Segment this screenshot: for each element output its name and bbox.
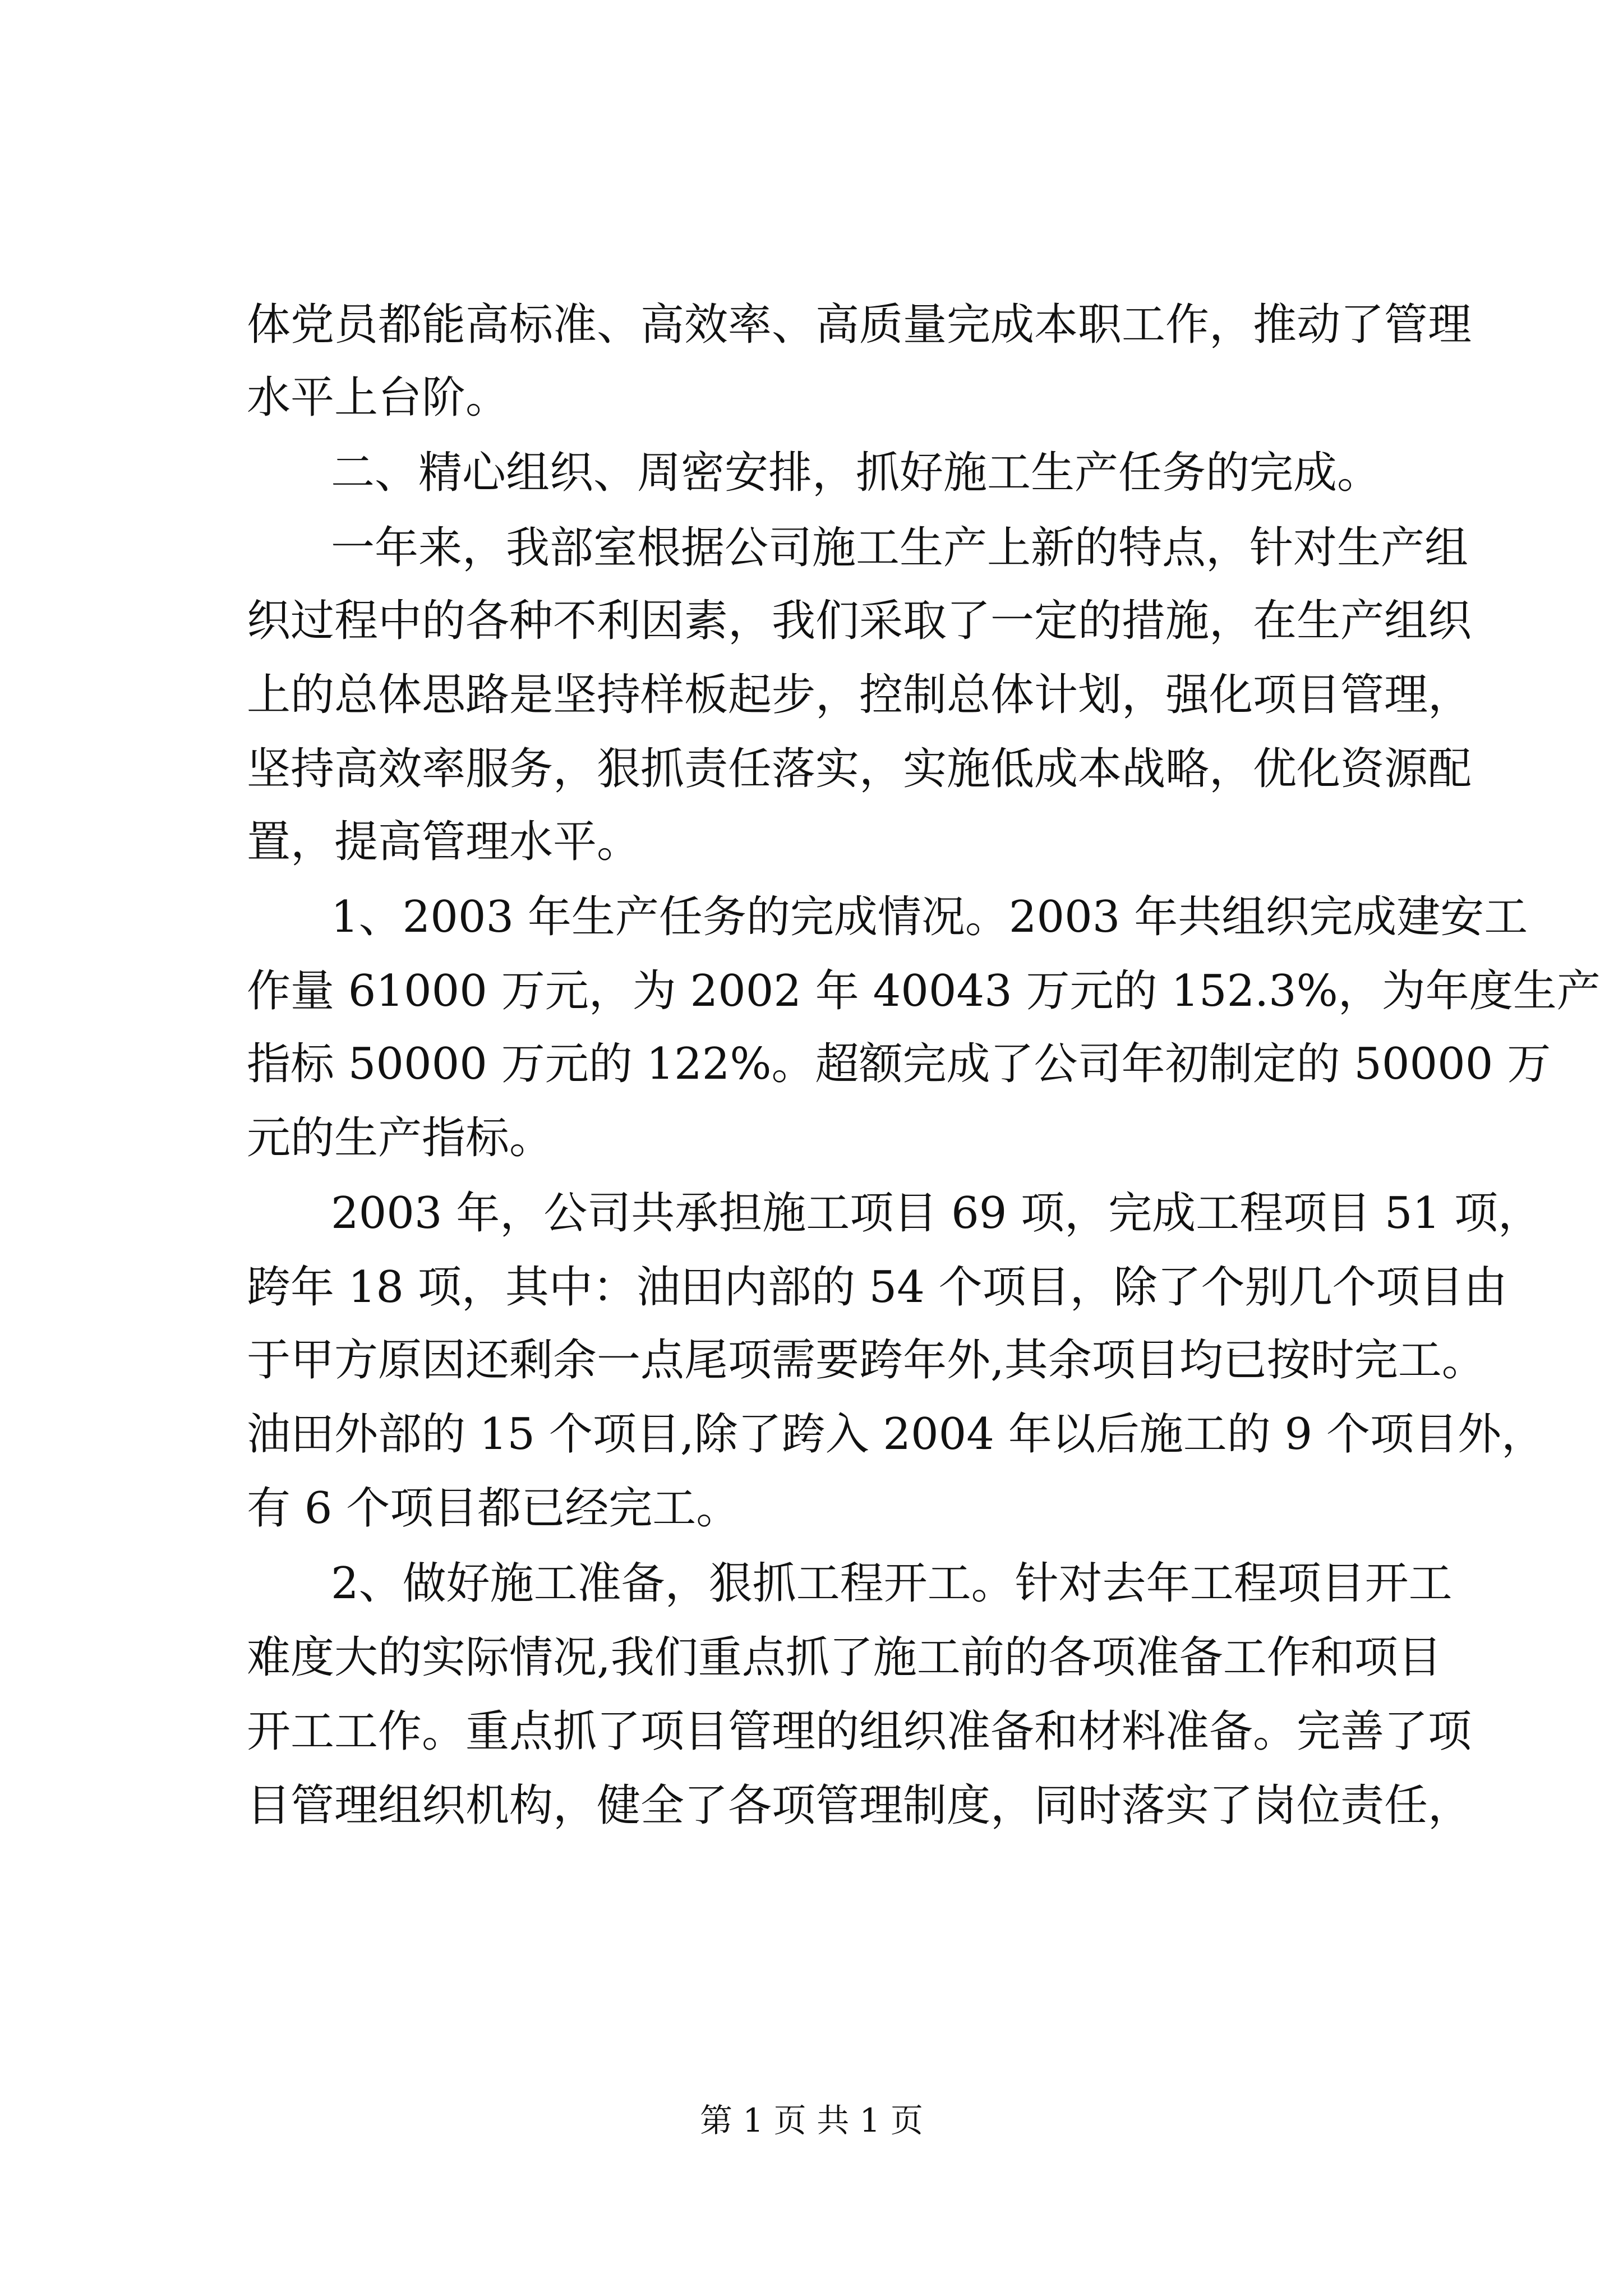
text-line: 开工工作。重点抓了项目管理的组织准备和材料准备。完善了项: [247, 1706, 1472, 1757]
text-line: 2、做好施工准备，狠抓工程开工。针对去年工程项目开工: [331, 1558, 1453, 1609]
text-line: 作量 61000 万元，为 2002 年 40043 万元的 152.3%，为年度生产: [247, 966, 1601, 1016]
page-footer: 第 1 页 共 1 页: [700, 2101, 923, 2139]
text-line: 目管理组织机构，健全了各项管理制度，同时落实了岗位责任，: [247, 1780, 1472, 1831]
text-line: 体党员都能高标准、高效率、高质量完成本职工作，推动了管理: [247, 300, 1472, 350]
text-line: 油田外部的 15 个项目,除了跨入 2004 年以后施工的 9 个项目外，: [247, 1409, 1545, 1460]
text-line: 元的生产指标。: [247, 1113, 554, 1163]
text-line: 难度大的实际情况,我们重点抓了施工前的各项准备工作和项目: [247, 1632, 1442, 1683]
text-line: 上的总体思路是坚持样板起步，控制总体计划，强化项目管理，: [247, 670, 1472, 720]
text-line: 2003 年，公司共承担施工项目 69 项，完成工程项目 51 项，: [331, 1188, 1542, 1239]
text-line: 水平上台阶。: [247, 372, 510, 423]
text-line: 跨年 18 项，其中：油田内部的 54 个项目，除了个别几个项目由: [247, 1262, 1507, 1313]
section-heading: 二、精心组织、周密安排，抓好施工生产任务的完成。: [331, 448, 1381, 498]
text-line: 于甲方原因还剩余一点尾项需要跨年外,其余项目均已按时完工。: [247, 1335, 1486, 1386]
text-line: 有 6 个项目都已经完工。: [247, 1483, 740, 1534]
text-line: 置，提高管理水平。: [247, 817, 641, 867]
text-line: 坚持高效率服务，狠抓责任落实，实施低成本战略，优化资源配: [247, 744, 1472, 794]
text-line: 织过程中的各种不利因素，我们采取了一定的措施，在生产组织: [247, 596, 1472, 646]
text-line: 一年来，我部室根据公司施工生产上新的特点，针对生产组: [331, 523, 1469, 573]
text-line: 指标 50000 万元的 122%。超额完成了公司年初制定的 50000 万: [247, 1039, 1551, 1089]
text-line: 1、2003 年生产任务的完成情况。2003 年共组织完成建安工: [331, 892, 1528, 942]
